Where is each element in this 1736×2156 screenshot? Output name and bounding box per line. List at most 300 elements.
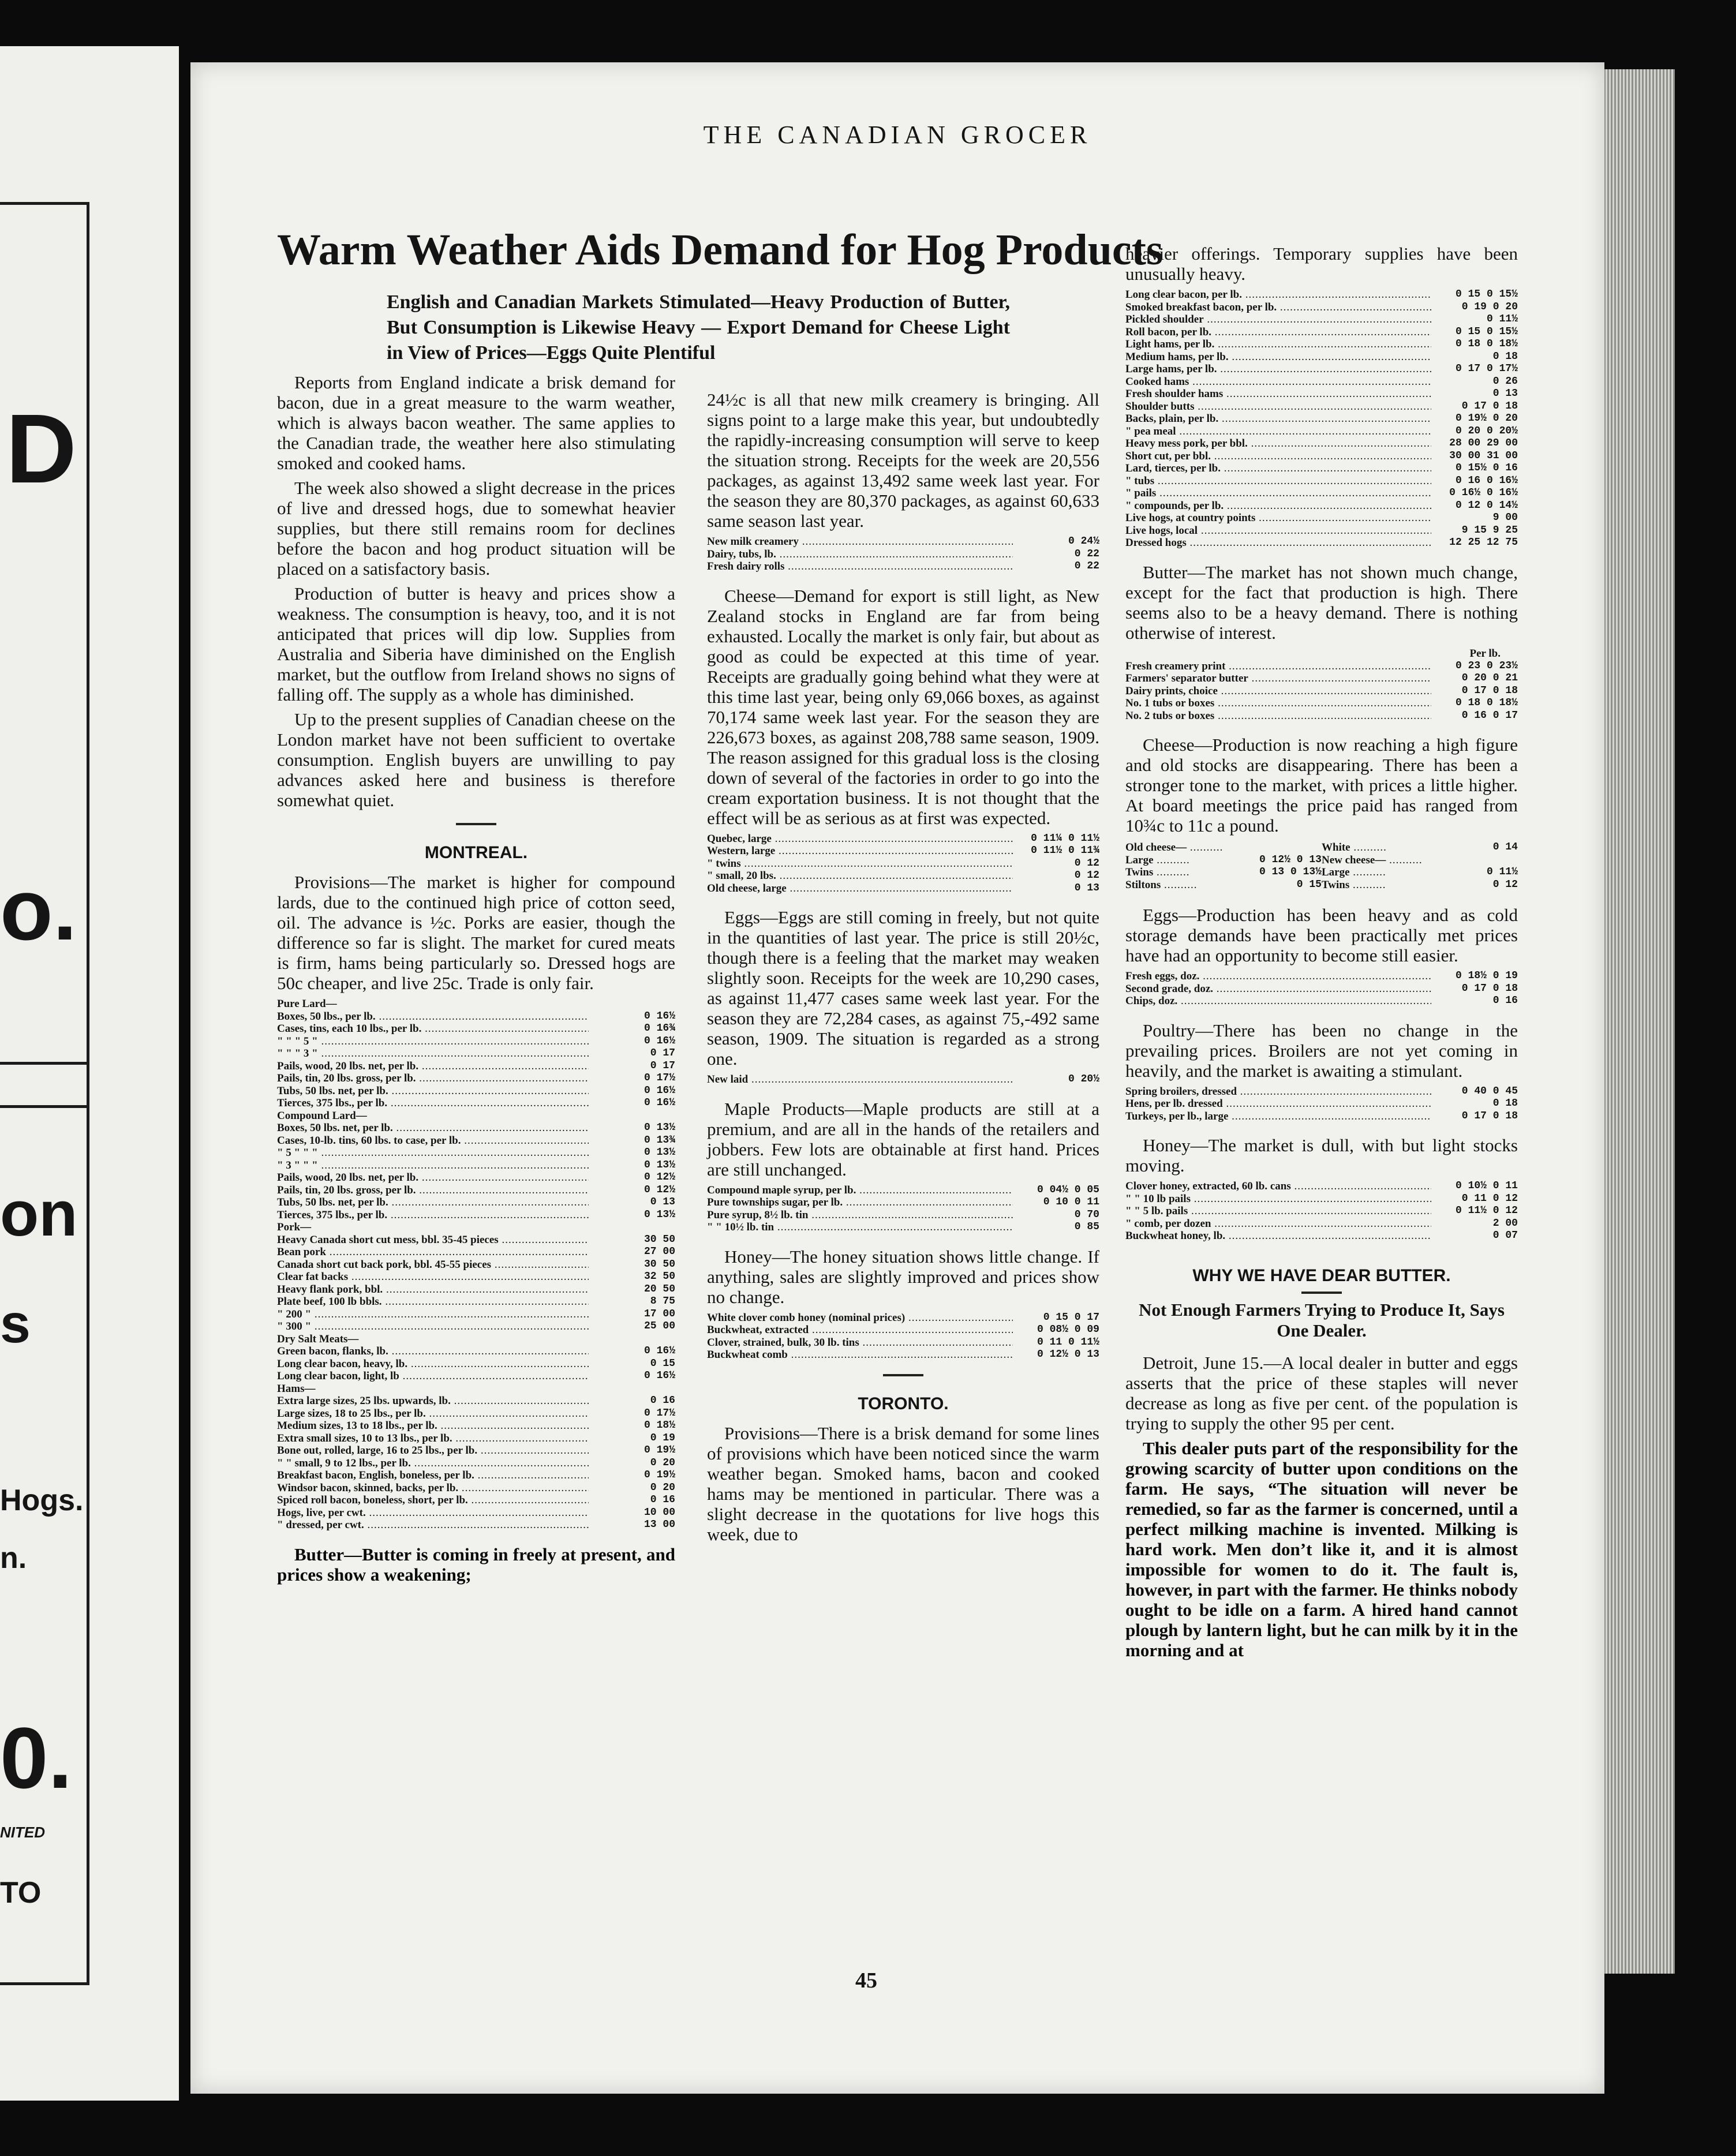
price-value: 0 15 (650, 1357, 675, 1369)
price-item: Tierces, 375 lbs., per lb. ..... (277, 1209, 589, 1222)
price-value: 0 16 (1492, 995, 1518, 1006)
price-value: 0 17½ (643, 1072, 675, 1084)
price-value: 30 50 (643, 1233, 675, 1245)
price-row (1125, 512, 1518, 525)
price-row (277, 1060, 675, 1073)
price-row (277, 998, 675, 1010)
left-fragment-text: on (0, 1178, 78, 1249)
price-value (589, 998, 675, 1010)
price-row (707, 845, 1099, 858)
price-value: 0 40 0 45 (1461, 1085, 1518, 1097)
left-fragment-text: NITED (0, 1824, 45, 1841)
intro-paragraph: Up to the present supplies of Canadian cheese on the London market have not been sufficient to overtake consumption. English buyers are unwilling to pay advances asked here and business is therefore somewhat quiet. (277, 709, 675, 810)
price-item: Chips, doz. ..... (1125, 995, 1431, 1008)
price-value: 0 19 (650, 1432, 675, 1444)
price-item: Canada short cut back pork, bbl. 45-55 pieces ..... (277, 1259, 589, 1271)
price-value (589, 1383, 675, 1395)
price-item: Old cheese— ..... (1125, 841, 1247, 854)
price-row (277, 1283, 675, 1296)
price-item: Fresh dairy rolls ..... (707, 560, 1013, 573)
price-value: 0 19½ 0 20 (1455, 413, 1518, 424)
price-value: 12 25 12 75 (1449, 537, 1518, 548)
price-value: 0 10 0 11 (1043, 1196, 1099, 1208)
price-item: Live hogs, local ..... (1125, 525, 1431, 537)
montreal-butter: Butter—Butter is coming in freely at present, and prices show a weakening; (277, 1544, 675, 1585)
price-item: Twins ..... (1322, 879, 1443, 892)
price-row (1322, 866, 1518, 879)
price-value: 0 18 (1492, 1098, 1518, 1109)
intro-paragraph: The week also showed a slight decrease in the prices of live and dressed hogs, due to somewhat heavier supplies, but there still remains room for declines before the bacon and hog product situation will be placed on a satisfactory basis. (277, 478, 675, 579)
price-value: 0 12½ 0 13 (1037, 1349, 1099, 1360)
price-item: No. 1 tubs or boxes ..... (1125, 697, 1431, 710)
price-value: 0 18 0 18½ (1455, 338, 1518, 350)
price-row (707, 536, 1099, 548)
price-item: Clover, strained, bulk, 30 lb. tins ..... (707, 1337, 1013, 1349)
price-row (707, 1209, 1099, 1222)
price-table (1125, 1086, 1518, 1123)
price-item: Green bacon, flanks, lb. ..... (277, 1345, 589, 1358)
price-row (1125, 301, 1518, 314)
price-row (707, 1337, 1099, 1349)
price-row (1125, 854, 1322, 867)
price-value: 0 20 (650, 1481, 675, 1494)
price-row (277, 1259, 675, 1271)
price-value: 0 12 (1074, 857, 1099, 869)
price-value: 0 13 0 13½ (1259, 866, 1322, 878)
price-item: Quebec, large ..... (707, 833, 1013, 845)
price-item: New laid ..... (707, 1073, 1013, 1086)
price-item: Twins ..... (1125, 866, 1247, 879)
price-row (1125, 841, 1322, 854)
price-item: Backs, plain, per lb. ..... (1125, 413, 1431, 425)
price-row (1125, 672, 1518, 685)
column-1 (277, 372, 675, 1589)
maple-paragraph: Maple Products—Maple products are still at a premium, and are all in the hands of the retailers and jobbers. Few lots are obtainable at first hand. Prices are still unchanged. (707, 1098, 1099, 1180)
price-table (707, 1184, 1099, 1234)
price-value: 0 13 (1492, 388, 1518, 399)
price-row (1125, 879, 1322, 892)
price-item: Spiced roll bacon, boneless, short, per lb. ..... (277, 1494, 589, 1507)
price-value: 9 00 (1492, 512, 1518, 523)
column-2 (707, 390, 1099, 1549)
price-row (1125, 351, 1518, 364)
price-item: " pails ..... (1125, 487, 1431, 500)
price-row (277, 1221, 675, 1234)
price-row (277, 1507, 675, 1519)
price-item: Heavy mess pork, per bbl. ..... (1125, 437, 1431, 450)
price-value: 0 11½ 0 11¾ (1031, 845, 1099, 856)
price-row (1125, 697, 1518, 710)
price-item: Bone out, rolled, large, 16 to 25 lbs., per lb. ..... (277, 1444, 589, 1457)
price-row (277, 1097, 675, 1110)
price-row (277, 1209, 675, 1222)
price-table (1125, 1180, 1518, 1242)
price-row (1125, 970, 1518, 983)
price-item: Western, large ..... (707, 845, 1013, 858)
price-value: 0 15½ 0 16 (1455, 462, 1518, 474)
price-value: 30 00 31 00 (1449, 450, 1518, 462)
price-item: Pure Lard— (277, 998, 337, 1010)
price-value: 32 50 (643, 1271, 675, 1282)
price-row (277, 1370, 675, 1383)
price-item: Spring broilers, dressed ..... (1125, 1086, 1431, 1098)
price-item: Dairy, tubs, lb. ..... (707, 548, 1013, 561)
price-row (1125, 450, 1518, 463)
price-row (277, 1047, 675, 1060)
price-value: 0 11 0 12 (1461, 1192, 1518, 1204)
price-item: " 5 " " " ..... (277, 1147, 589, 1159)
price-item: Fresh shoulder hams ..... (1125, 388, 1431, 400)
price-item: Dairy prints, choice ..... (1125, 685, 1431, 698)
price-value: 0 11¼ 0 11½ (1031, 832, 1099, 844)
price-value: 0 23 0 23½ (1455, 660, 1518, 672)
left-fragment-text: n. (0, 1541, 27, 1575)
price-value (589, 1221, 675, 1234)
price-item: Fresh creamery print ..... (1125, 660, 1431, 673)
price-row (707, 1196, 1099, 1209)
price-row (277, 1246, 675, 1259)
price-item: " " 10 lb pails ..... (1125, 1193, 1431, 1206)
price-value: 0 20 (650, 1457, 675, 1469)
price-value: 13 00 (643, 1519, 675, 1530)
running-header: THE CANADIAN GROCER (703, 121, 1092, 149)
honey-paragraph: Honey—The honey situation shows little change. If anything, sales are slightly improved and prices show no change. (707, 1246, 1099, 1307)
price-item: Buckwheat comb ..... (707, 1349, 1013, 1361)
price-value: 0 16 (650, 1395, 675, 1406)
price-value: 0 11 0 11½ (1037, 1336, 1099, 1348)
price-value: 0 15 0 15½ (1455, 289, 1518, 300)
price-row (1125, 1218, 1518, 1230)
price-value: 28 00 29 00 (1449, 437, 1518, 449)
price-item: Cases, tins, each 10 lbs., per lb. ..... (277, 1023, 589, 1035)
price-row (1125, 866, 1322, 879)
price-value: 0 18½ (643, 1420, 675, 1431)
price-row (1125, 1110, 1518, 1123)
price-row (277, 1085, 675, 1098)
price-item: Pork— (277, 1221, 312, 1233)
price-row (1125, 1230, 1518, 1242)
price-row (707, 548, 1099, 561)
price-row (277, 1395, 675, 1408)
price-item: Shoulder butts ..... (1125, 400, 1431, 413)
eggs-paragraph: Eggs—Eggs are still coming in freely, but not quite in the quantities of last year. The price is still 20½c, though there is a feeling that the market may weaken slightly soon. Receipts for the week are 10,290 cases, as against 11,477 cases same week last year. For the season they are 72,284 cases, as against 75,-492 same season, 1909. The situation is regarded as a strong one. (707, 907, 1099, 1069)
price-row (1125, 437, 1518, 450)
price-item: " pea meal ..... (1125, 425, 1431, 438)
left-fragment-text: s (0, 1293, 31, 1354)
price-row (277, 1271, 675, 1283)
article-deck: English and Canadian Markets Stimulated—Heavy Production of Butter, But Consumption is Likewise Heavy — Export Demand for Cheese Light in View of Prices—Eggs Quite Plentiful (387, 291, 1010, 364)
price-value: 0 13¾ (643, 1134, 675, 1146)
price-item: Live hogs, at country points ..... (1125, 512, 1431, 525)
price-value: 0 19½ (643, 1469, 675, 1481)
price-item: Boxes, 50 lbs., per lb. ..... (277, 1010, 589, 1023)
cheese-paragraph: Cheese—Production is now reaching a high figure and old stocks are disappearing. There has been a stronger tone to the market, with prices a little higher. At board meetings the price paid has ranged from 10¾c to 11c a pound. (1125, 735, 1518, 836)
price-row (1125, 537, 1518, 549)
price-row (1125, 487, 1518, 500)
price-row (277, 1358, 675, 1371)
price-value: 0 11½ 0 12 (1455, 1205, 1518, 1217)
price-item: " comb, per dozen ..... (1125, 1218, 1431, 1230)
price-row (1125, 289, 1518, 301)
price-item: " " 5 lb. pails ..... (1125, 1205, 1431, 1218)
price-value: 0 13½ (643, 1208, 675, 1221)
price-row (707, 858, 1099, 870)
price-row (1125, 660, 1518, 673)
price-value: 0 24½ (1068, 536, 1099, 547)
price-value: 0 19½ (643, 1444, 675, 1456)
price-row (277, 1482, 675, 1495)
price-value: 0 13½ (643, 1147, 675, 1158)
price-item: Turkeys, per lb., large ..... (1125, 1110, 1431, 1123)
price-item: Large hams, per lb. ..... (1125, 363, 1431, 376)
price-value: 0 20 0 20½ (1455, 425, 1518, 437)
price-row (1125, 313, 1518, 326)
price-value: 0 26 (1492, 375, 1518, 387)
column-3 (1125, 244, 1518, 1665)
price-value: 0 18 0 18½ (1455, 697, 1518, 709)
price-item: Hams— (277, 1382, 316, 1395)
price-table (1125, 970, 1518, 1008)
price-row (1125, 413, 1518, 425)
price-item: Cases, 10-lb. tins, 60 lbs. to case, per lb. ..... (277, 1135, 589, 1147)
price-table (1125, 289, 1518, 549)
price-item: " " " 3 " ..... (277, 1047, 589, 1060)
price-item: " 3 " " " ..... (277, 1159, 589, 1172)
price-row (1322, 854, 1518, 867)
price-item: Cooked hams ..... (1125, 376, 1431, 388)
price-table (707, 536, 1099, 573)
price-value: 0 04½ 0 05 (1037, 1184, 1099, 1196)
toronto-heading: TORONTO. (858, 1394, 949, 1413)
price-row (277, 1234, 675, 1247)
price-value: 0 19 0 20 (1461, 301, 1518, 313)
price-item: Pure syrup, 8½ lb. tin ..... (707, 1209, 1013, 1222)
price-value (1443, 854, 1518, 867)
left-fragment-text: o. (0, 861, 77, 958)
price-item: Farmers' separator butter ..... (1125, 672, 1431, 685)
price-row (277, 1296, 675, 1308)
price-value: 0 17 0 18 (1461, 684, 1518, 697)
price-item: Pails, wood, 20 lbs. net, per lb. ..... (277, 1171, 589, 1184)
price-item: Compound maple syrup, per lb. ..... (707, 1184, 1013, 1197)
price-value: 0 17 (650, 1060, 675, 1072)
price-value: 0 15 (1296, 878, 1322, 890)
cheese-paragraph: Cheese—Demand for export is still light, as New Zealand stocks in England are far from being exhausted. Locally the market is only fair, but about as good as could be expected at this time of year. Receipts are gradually going behind what they were at this time last year, being only 69,066 boxes, as against 70,174 same week last year. For the season they are 226,673 boxes, as against 208,788 same season, 1909. The reason assigned for this gradual loss is the closing down of several of the factories in order to go into the cream exportation business. It is not thought that the effect will be as serious as at first was expected. (707, 585, 1099, 828)
price-item: Lard, tierces, per lb. ..... (1125, 462, 1431, 475)
price-item: Roll bacon, per lb. ..... (1125, 326, 1431, 339)
price-value: 0 07 (1492, 1230, 1518, 1241)
price-item: Pure townships sugar, per lb. ..... (707, 1196, 1013, 1209)
price-row (1125, 338, 1518, 351)
price-item: No. 2 tubs or boxes ..... (1125, 710, 1431, 723)
price-value: 0 13 (1074, 882, 1099, 894)
price-value: 0 85 (1074, 1221, 1099, 1233)
price-item: Boxes, 50 lbs. net, per lb. ..... (277, 1122, 589, 1135)
price-item: Tubs, 50 lbs. net, per lb. ..... (277, 1196, 589, 1209)
price-row (277, 1110, 675, 1122)
price-value: 0 08½ 0 09 (1037, 1324, 1099, 1335)
price-row (277, 1308, 675, 1321)
price-row (707, 1349, 1099, 1361)
price-row (277, 1159, 675, 1172)
price-row (1125, 1180, 1518, 1193)
price-value: 0 16¾ (643, 1023, 675, 1034)
price-item: Extra small sizes, 10 to 13 lbs., per lb. ..... (277, 1432, 589, 1445)
price-table (277, 998, 675, 1532)
price-value: 8 75 (650, 1296, 675, 1307)
poultry-paragraph: Poultry—There has been no change in the prevailing prices. Broilers are not yet coming in heavily, and the market is awaiting a stimulant. (1125, 1020, 1518, 1081)
price-row (1125, 475, 1518, 488)
price-value: 0 16½ 0 16½ (1449, 487, 1518, 499)
price-item: " " 10½ lb. tin ..... (707, 1221, 1013, 1234)
price-value: 0 16½ (643, 1345, 675, 1357)
page-number: 45 (855, 1968, 877, 1993)
price-row (277, 1010, 675, 1023)
price-value: 0 18 (1492, 350, 1518, 362)
price-value: 0 16 0 16½ (1455, 474, 1518, 486)
creamery-paragraph: 24½c is all that new milk creamery is bringing. All signs point to a large make this year, but undoubtedly the rapidly-increasing consumption will serve to keep the situation strong. Receipts for the week are 20,556 packages, as against 13,492 same week last year. For the season they are 80,370 packages, as against 60,633 same season last year. (707, 390, 1099, 531)
price-value: 0 16 0 17 (1461, 709, 1518, 721)
price-row (277, 1023, 675, 1035)
price-row (277, 1035, 675, 1048)
price-item: Tierces, 375 lbs., per lb. ..... (277, 1097, 589, 1110)
offerings-paragraph: heavier offerings. Temporary supplies have been unusually heavy. (1125, 244, 1518, 284)
price-value: 0 13½ (643, 1122, 675, 1133)
price-table (707, 1312, 1099, 1361)
price-value: 10 00 (643, 1506, 675, 1518)
price-value: 0 17 0 18 (1461, 1110, 1518, 1122)
price-item: " " " 5 " ..... (277, 1035, 589, 1048)
price-value: 25 00 (643, 1320, 675, 1332)
price-item: Windsor bacon, skinned, backs, per lb. ..... (277, 1482, 589, 1495)
price-row (277, 1345, 675, 1358)
price-row (277, 1072, 675, 1085)
price-item: Long clear bacon, light, lb ..... (277, 1370, 589, 1383)
price-value: 0 12½ (643, 1171, 675, 1183)
price-item: " tubs ..... (1125, 475, 1431, 488)
price-value: 0 12 (1074, 870, 1099, 881)
price-row (277, 1320, 675, 1333)
price-row (1125, 326, 1518, 339)
price-item: " 300 " ..... (277, 1320, 589, 1333)
price-value: 0 11½ (1486, 866, 1518, 878)
price-value: 17 00 (643, 1308, 675, 1320)
price-item: Buckwheat, extracted ..... (707, 1324, 1013, 1337)
price-row (1125, 388, 1518, 400)
price-row (1125, 363, 1518, 376)
price-row (1125, 995, 1518, 1008)
price-item: Second grade, doz. ..... (1125, 983, 1431, 995)
price-value: 0 12½ 0 13 (1259, 854, 1322, 866)
price-value: 0 15 0 15½ (1455, 325, 1518, 338)
price-value: 0 16½ (643, 1370, 675, 1382)
price-value: 2 00 (1492, 1217, 1518, 1229)
price-table (707, 1073, 1099, 1086)
price-value: 0 15 0 17 (1043, 1311, 1099, 1323)
price-row (277, 1171, 675, 1184)
price-row (1125, 1205, 1518, 1218)
price-value: 0 13½ (643, 1159, 675, 1171)
price-item: Medium sizes, 13 to 18 lbs., per lb. ..... (277, 1420, 589, 1432)
price-row (277, 1135, 675, 1147)
price-table (1125, 660, 1518, 723)
price-row (707, 1312, 1099, 1324)
article-headline: Warm Weather Aids Demand for Hog Products (277, 226, 1163, 274)
price-row (1125, 710, 1518, 723)
price-item: Smoked breakfast bacon, per lb. ..... (1125, 301, 1431, 314)
price-item: Hens, per lb. dressed ..... (1125, 1098, 1431, 1110)
left-fragment-text: TO (0, 1876, 42, 1910)
price-item: Medium hams, per lb. ..... (1125, 351, 1431, 364)
price-value: 0 22 (1074, 560, 1099, 572)
price-item: New cheese— ..... (1322, 854, 1443, 867)
price-row (277, 1408, 675, 1420)
intro-paragraph: Reports from England indicate a brisk demand for bacon, due in a great measure to the warm weather, which is always bacon weather. The same applies to the Canadian trade, the weather here also stimulating smoked and cooked hams. (277, 372, 675, 473)
table-subheading: Per lb. (1469, 647, 1501, 660)
price-item: Long clear bacon, per lb. ..... (1125, 289, 1431, 301)
price-row (1125, 1098, 1518, 1110)
price-item: Light hams, per lb. ..... (1125, 338, 1431, 351)
price-row (277, 1469, 675, 1482)
price-row (707, 1073, 1099, 1086)
price-value: 0 20½ (1068, 1073, 1099, 1085)
price-value: 0 17 (650, 1047, 675, 1059)
price-value: 30 50 (643, 1258, 675, 1270)
price-value: 0 12 (1492, 878, 1518, 890)
price-item: " " small, 9 to 12 lbs., per lb. ..... (277, 1457, 589, 1470)
price-row (277, 1444, 675, 1457)
price-item: Large ..... (1125, 854, 1247, 867)
left-fragment-text: 0. (0, 1709, 73, 1806)
price-row (277, 1122, 675, 1135)
left-fragment-text: D (6, 394, 77, 504)
price-row (707, 1184, 1099, 1197)
price-row (1125, 400, 1518, 413)
price-item: Pails, wood, 20 lbs. net, per lb. ..... (277, 1060, 589, 1073)
why-butter-paragraph: Detroit, June 15.—A local dealer in butter and eggs asserts that the price of these staples will never decrease as long as five per cent. of the population is trying to supply the other 95 per cent. (1125, 1352, 1518, 1433)
left-page-fragment (0, 46, 179, 2101)
section-rule (1301, 1292, 1342, 1294)
price-item: Pails, tin, 20 lbs. gross, per lb. ..... (277, 1184, 589, 1197)
price-item: Dry Salt Meats— (277, 1332, 359, 1345)
price-item: Short cut, per bbl. ..... (1125, 450, 1431, 463)
price-item: Old cheese, large ..... (707, 882, 1013, 895)
price-item: Clover honey, extracted, 60 lb. cans ..... (1125, 1180, 1431, 1193)
honey-paragraph: Honey—The market is dull, with but light stocks moving. (1125, 1135, 1518, 1176)
price-item: Pails, tin, 20 lbs. gross, per lb. ..... (277, 1072, 589, 1085)
price-value: 0 14 (1492, 841, 1518, 853)
price-value: 0 12 0 14½ (1455, 499, 1518, 511)
price-row (277, 1457, 675, 1470)
price-value: 0 70 (1074, 1208, 1099, 1221)
price-value: 0 17 0 18 (1461, 400, 1518, 412)
section-rule (456, 823, 496, 825)
price-item: White ..... (1322, 841, 1443, 854)
price-item: " 200 " ..... (277, 1308, 589, 1321)
left-ad-box-top (0, 202, 89, 1108)
price-row (707, 560, 1099, 573)
price-row (277, 1333, 675, 1346)
montreal-provisions: Provisions—The market is higher for compound lards, due to the continued high price of cotton seed, oil. The advance is ½c. Porks are easier, though the difference so far is slight. The market for cured meats is firm, hams being particularly so. Dressed hogs are 50c cheaper, and live 25c. Trade is only fair. (277, 872, 675, 993)
price-row (707, 1324, 1099, 1337)
why-butter-subheading: Not Enough Farmers Trying to Produce It, Says One Dealer. (1139, 1299, 1505, 1341)
price-row (1125, 500, 1518, 512)
price-item: Clear fat backs ..... (277, 1271, 589, 1283)
price-row (1125, 525, 1518, 537)
price-item: Heavy flank pork, bbl. ..... (277, 1283, 589, 1296)
price-value: 27 00 (643, 1246, 675, 1257)
cheese-price-table (1125, 841, 1518, 891)
